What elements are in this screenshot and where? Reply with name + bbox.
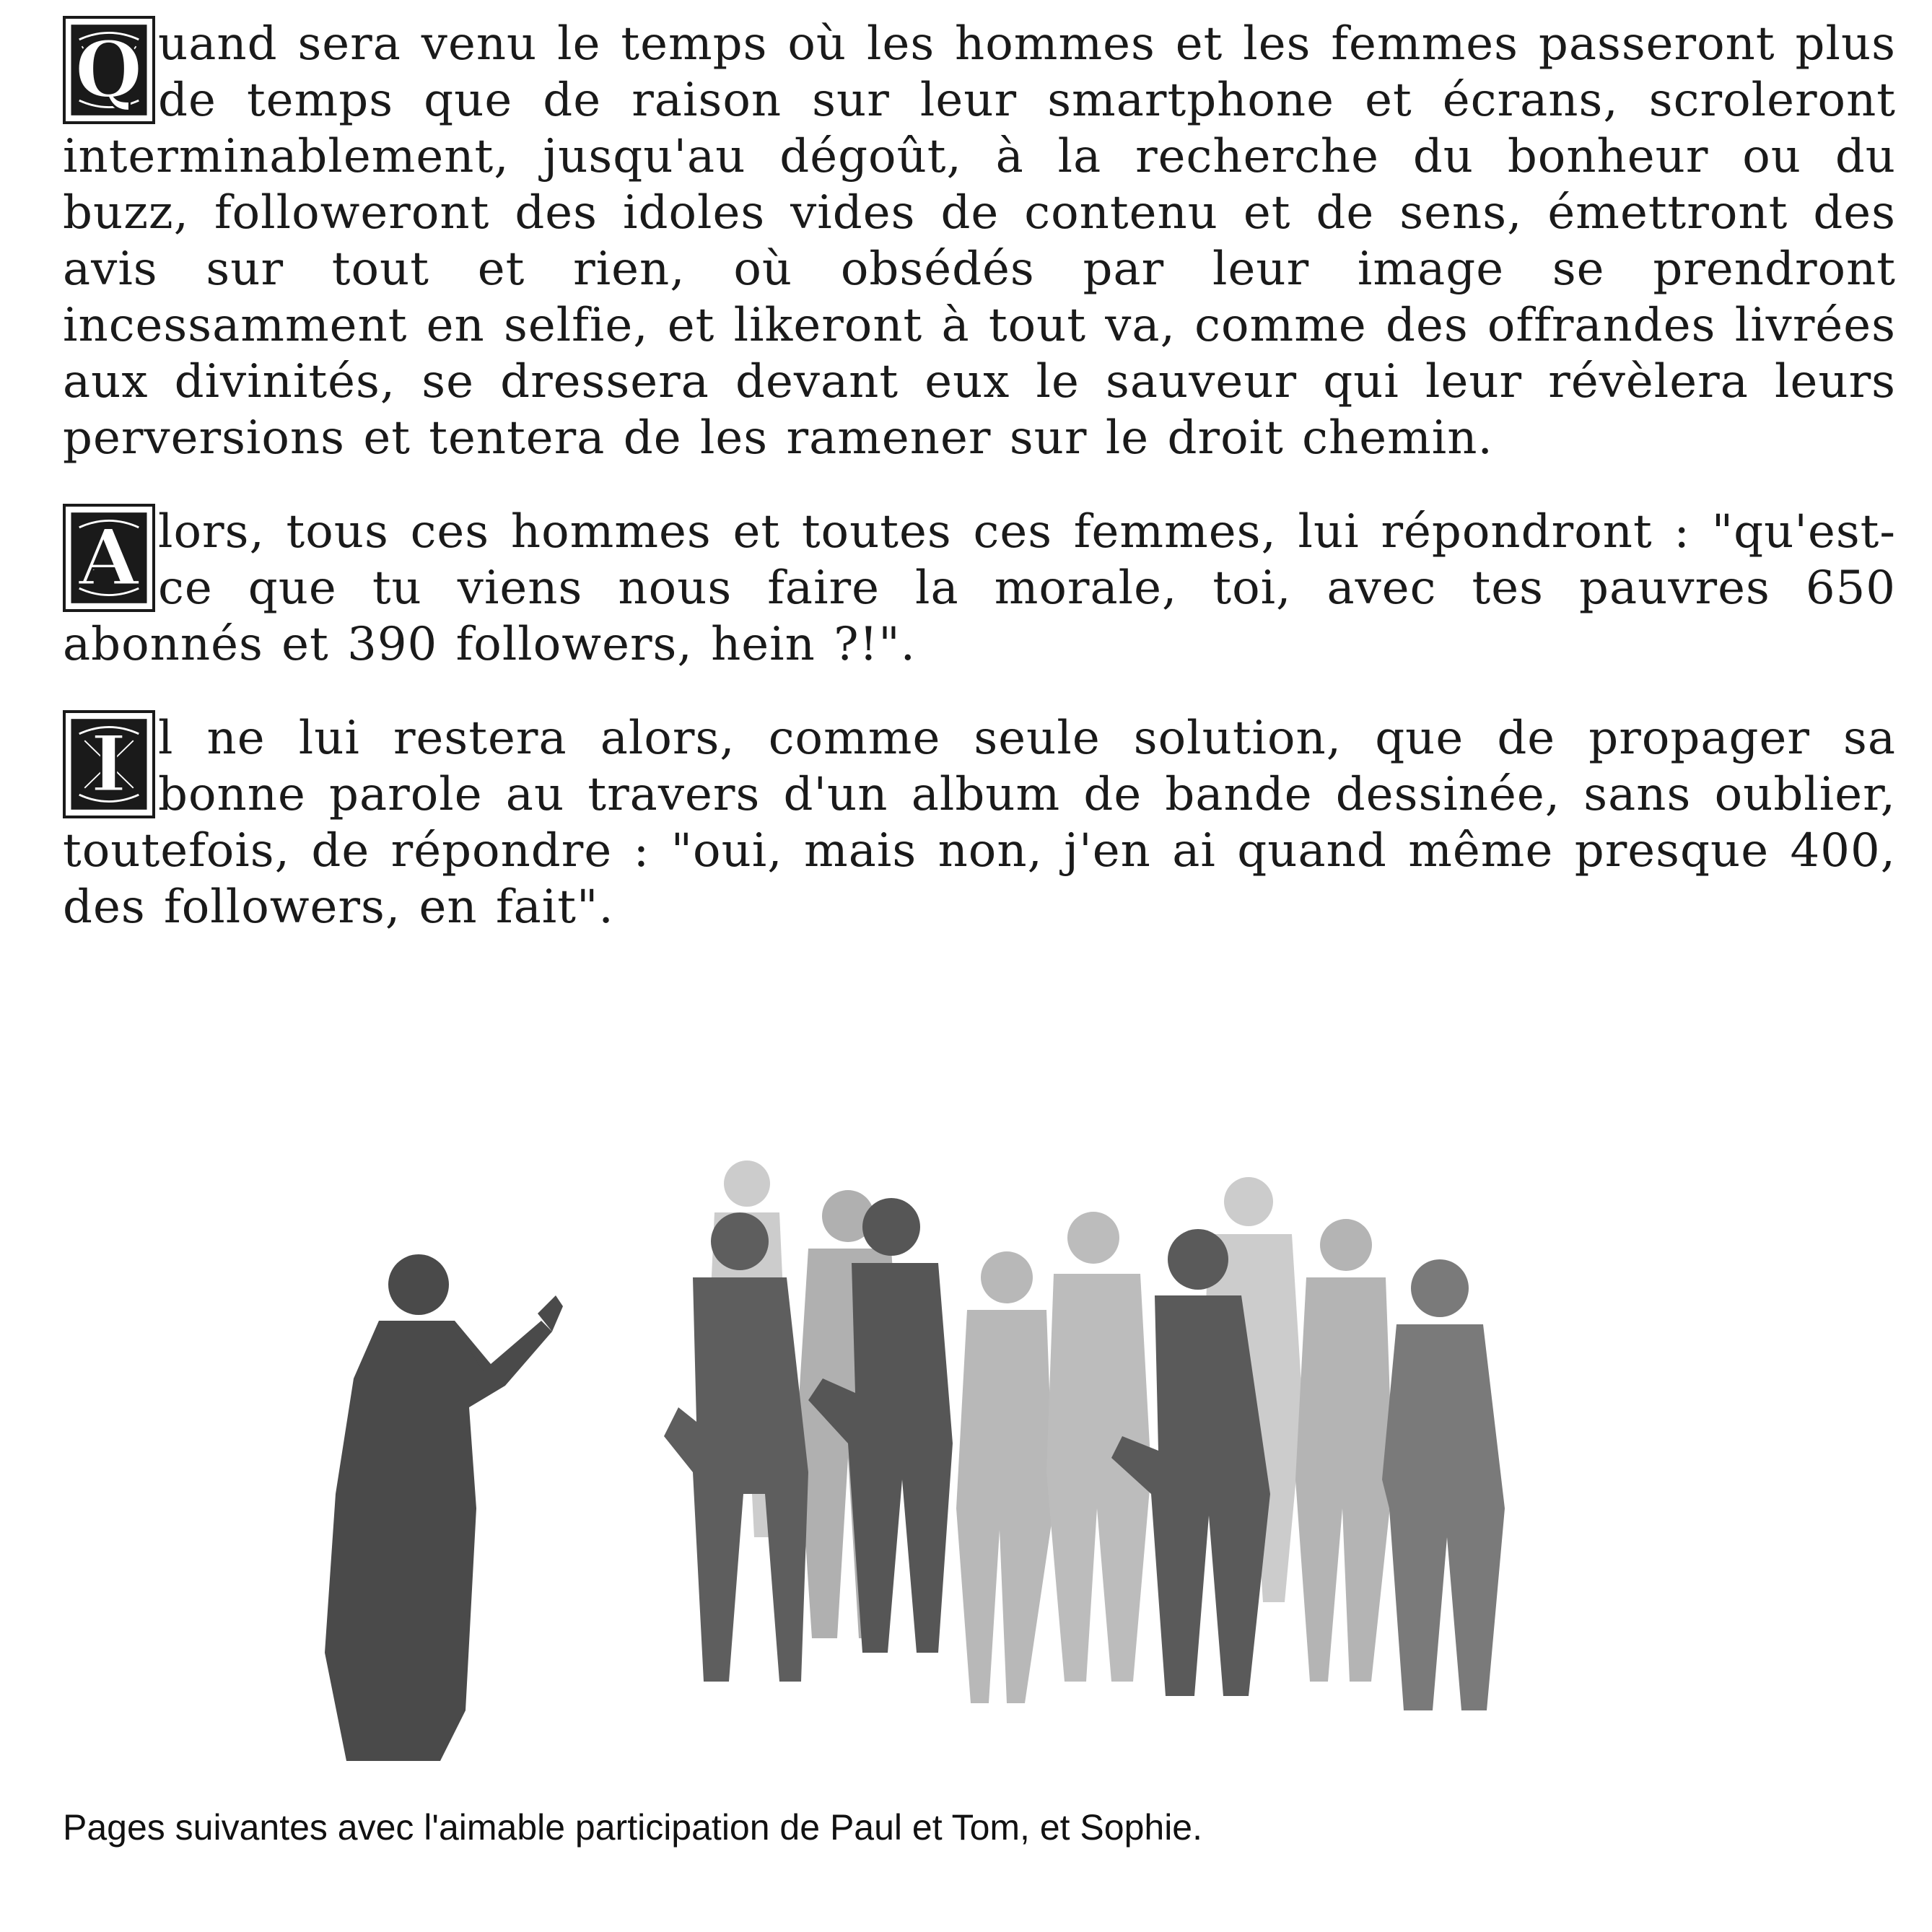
dropcap-i-icon: [63, 710, 155, 818]
silhouettes-illustration: [303, 1133, 1602, 1797]
dark-figure-1: [664, 1212, 808, 1682]
paragraph-3: [63, 710, 1896, 935]
paragraph-2-text: lors, tous ces hommes et toutes ces femmes, lui répondront : "qu'est-ce que tu viens nous faire la morale, toi, avec tes pauvres 650 abonnés et 390 followers, hein ?!".: [63, 505, 1896, 671]
dropcap-letter: I: [90, 719, 128, 810]
paragraph-2: [63, 504, 1896, 673]
caption: Pages suivantes avec l'aimable participation de Paul et Tom, et Sophie.: [63, 1807, 1203, 1848]
mid-figure-1: [1382, 1259, 1505, 1710]
light-figure-4: [1295, 1219, 1393, 1682]
dropcap-a-icon: [63, 504, 155, 612]
paragraph-1: [63, 16, 1896, 466]
dropcap-q-icon: [63, 16, 155, 124]
preacher-silhouette: [325, 1254, 563, 1761]
dropcap-letter: Q: [74, 25, 144, 115]
paragraph-1-text: uand sera venu le temps où les hommes et les femmes passeront plus de temps que de raison sur leur smartphone et écrans, scroleront interminablement, jusqu'au dégoût, à la recherche du bonheur ou du buzz, followeront des idoles vides de contenu et de sens, émettront des avis sur tout et rien, où obsédés par leur image se prendront incessamment en selfie, et likeront à tout va, comme des offrandes livrées aux divinités, se dressera devant eux le sauveur qui leur révèlera leurs perversions et tentera de les ramener sur le droit chemin.: [63, 17, 1896, 465]
text-block: [63, 16, 1896, 935]
light-figure-2: [956, 1251, 1054, 1703]
paragraph-3-text: l ne lui restera alors, comme seule solution, que de propager sa bonne parole au travers d'un album de bande dessinée, sans oublier, toutefois, de répondre : "oui, mais non, j'en ai quand même presque 400, des followers, en fait".: [63, 712, 1896, 934]
dropcap-letter: A: [78, 512, 140, 603]
